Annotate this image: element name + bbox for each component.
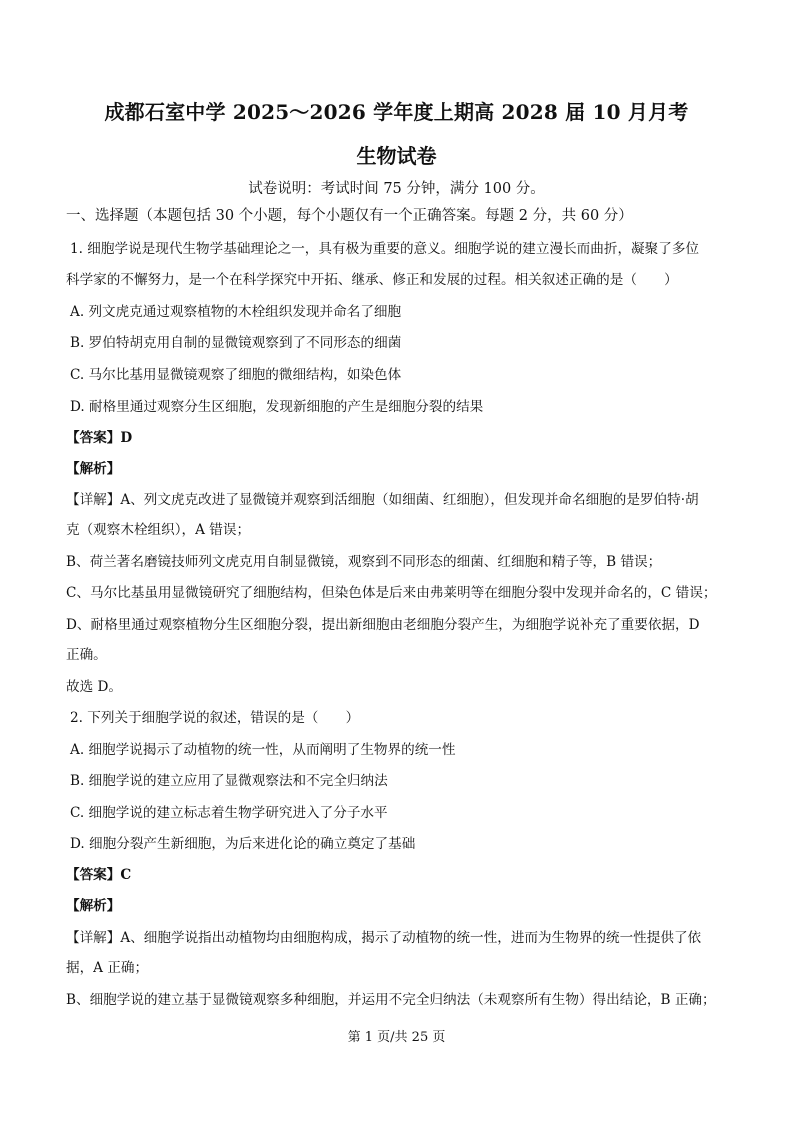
q1-detail-line4: C、马尔比基虽用显微镜研究了细胞结构，但染色体是后来由弗莱明等在细胞分裂中发现并命名的，C 错误； bbox=[66, 585, 717, 601]
q2-answer: 【答案】C bbox=[66, 867, 132, 883]
exam-note: 试卷说明：考试时间 75 分钟，满分 100 分。 bbox=[248, 181, 545, 197]
q2-detail-line3: B、细胞学说的建立基于显微镜观察多种细胞，并运用不完全归纳法（未观察所有生物）得出结论，B 正确； bbox=[66, 992, 716, 1008]
q2-detail-line1: 【详解】A、细胞学说指出动植物均由细胞构成，揭示了动植物的统一性，进而为生物界的统一性提供了依 bbox=[66, 930, 702, 946]
q1-detail-line2: 克（观察木栓组织），A 错误； bbox=[66, 522, 251, 538]
q2-stem: 2. 下列关于细胞学说的叙述，错误的是（ ） bbox=[70, 710, 360, 726]
q1-option-d: D. 耐格里通过观察分生区细胞，发现新细胞的产生是细胞分裂的结果 bbox=[70, 399, 484, 415]
q2-option-a: A. 细胞学说揭示了动植物的统一性，从而阐明了生物界的统一性 bbox=[70, 742, 456, 758]
q2-detail-line2: 据，A 正确； bbox=[66, 960, 149, 976]
q1-option-c: C. 马尔比基用显微镜观察了细胞的微细结构，如染色体 bbox=[70, 367, 402, 383]
q2-analysis-label: 【解析】 bbox=[66, 898, 121, 914]
q1-answer: 【答案】D bbox=[66, 430, 133, 446]
q2-option-d: D. 细胞分裂产生新细胞，为后来进化论的确立奠定了基础 bbox=[70, 836, 416, 852]
page-footer: 第 1 页/共 25 页 bbox=[347, 1030, 446, 1045]
q1-option-b: B. 罗伯特胡克用自制的显微镜观察到了不同形态的细菌 bbox=[70, 335, 402, 351]
q1-option-a: A. 列文虎克通过观察植物的木栓组织发现并命名了细胞 bbox=[70, 304, 402, 320]
q2-option-c: C. 细胞学说的建立标志着生物学研究进入了分子水平 bbox=[70, 805, 388, 821]
q1-stem-line2: 科学家的不懈努力，是一个在科学探究中开拓、继承、修正和发展的过程。相关叙述正确的是（ ） bbox=[66, 272, 678, 288]
q1-detail-line6: 正确。 bbox=[66, 647, 107, 663]
q1-stem-line1: 1. 细胞学说是现代生物学基础理论之一，具有极为重要的意义。细胞学说的建立漫长而曲折，凝聚了多位 bbox=[70, 241, 700, 257]
q1-detail-line5: D、耐格里通过观察植物分生区细胞分裂，提出新细胞由老细胞分裂产生，为细胞学说补充了重要依据，D bbox=[66, 617, 700, 633]
section-heading: 一、选择题（本题包括 30 个小题，每个小题仅有一个正确答案。每题 2 分，共 60 分） bbox=[66, 208, 633, 224]
q2-option-b: B. 细胞学说的建立应用了显微观察法和不完全归纳法 bbox=[70, 773, 388, 789]
q1-analysis-label: 【解析】 bbox=[66, 461, 121, 477]
q1-conclusion: 故选 D。 bbox=[66, 679, 123, 695]
subject-title: 生物试卷 bbox=[356, 144, 437, 168]
q1-detail-line3: B、荷兰著名磨镜技师列文虎克用自制显微镜，观察到不同形态的细菌、红细胞和精子等，B 错误； bbox=[66, 554, 662, 570]
exam-title: 成都石室中学 2025～2026 学年度上期高 2028 届 10 月月考 bbox=[104, 100, 689, 124]
q1-detail-line1: 【详解】A、列文虎克改进了显微镜并观察到活细胞（如细菌、红细胞），但发现并命名细胞的是罗伯特·胡 bbox=[66, 492, 699, 508]
